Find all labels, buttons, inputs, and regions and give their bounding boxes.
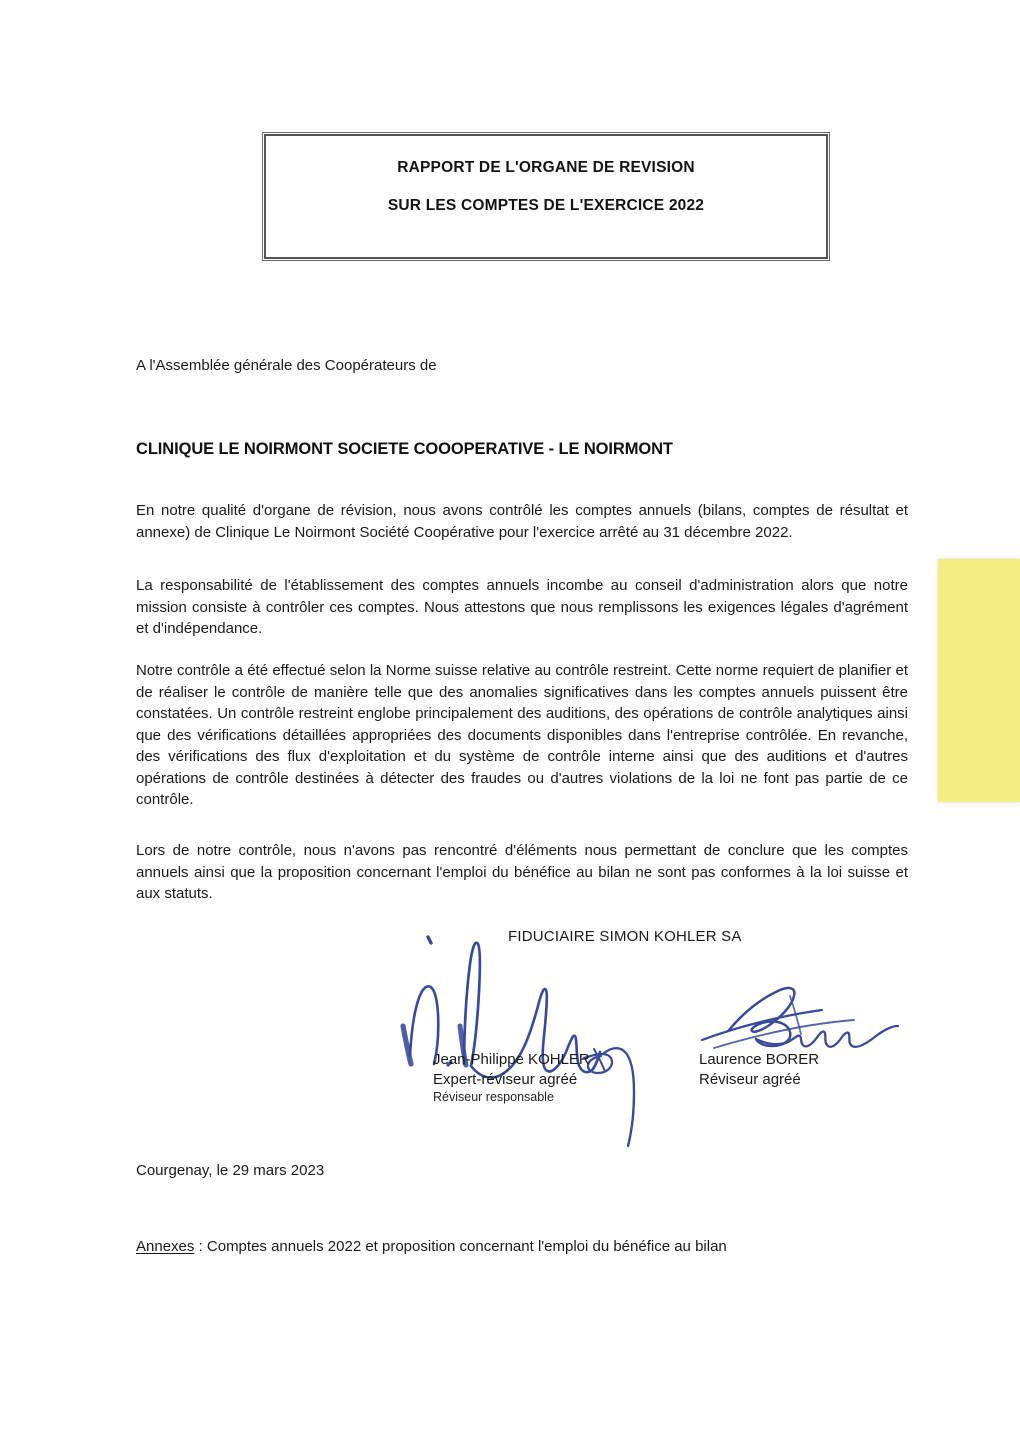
signatory-name-kohler: Jean-Philippe KOHLER: [433, 1051, 590, 1068]
signatory-role-borer: Réviseur agréé: [699, 1070, 801, 1088]
annexes-separator: :: [194, 1238, 207, 1255]
paragraph-opinion: Lors de notre contrôle, nous n'avons pas rencontré d'éléments nous permettant de conclure que les comptes annuels ainsi que la proposition concernant l'emploi du bénéfice au bilan ne sont pas conformes à la loi suisse et aux statuts.: [136, 842, 908, 902]
signatory-role-kohler: Expert-réviseur agréé: [433, 1070, 578, 1088]
paragraph-scope-of-audit: En notre qualité d'organe de révision, nous avons contrôlé les comptes annuels (bilans, comptes de résultat et annexe) de Clinique Le Noirmont Société Coopérative pour l'exercice arrêté au 31 décembre 2022.: [136, 502, 908, 541]
annexes-text: Comptes annuels 2022 et proposition concernant l'emploi du bénéfice au bilan: [206, 1238, 727, 1255]
place-and-date: Courgenay, le 29 mars 2023: [136, 1162, 325, 1179]
company-name-heading: CLINIQUE LE NOIRMONT SOCIETE COOOPERATIVE - LE NOIRMONT: [136, 440, 673, 458]
annexes-label: Annexes: [136, 1238, 195, 1255]
handwritten-signature-kohler-icon: [398, 930, 658, 1160]
signatory-block-kohler: [433, 1050, 590, 1105]
paragraph-responsibility: La responsabilité de l'établissement des comptes annuels incombe au conseil d'administration alors que notre mission consiste à contrôler ces comptes. Nous attestons que nous remplissons les exigences légales d'agrément et d'indépendance.: [136, 577, 908, 637]
handwritten-signature-borer-icon: [694, 978, 909, 1061]
signatory-name-borer: Laurence BORER: [699, 1051, 820, 1068]
signatory-block-borer: [699, 1050, 819, 1089]
paragraph-audit-standard: Notre contrôle a été effectué selon la Norme suisse relative au contrôle restreint. Cette norme requiert de planifier et de réaliser le contrôle de manière telle que des anomalies significatives dans les comptes annuels puissent être constatées. Un contrôle restreint englobe principalement des auditions, des opérations de contrôle analytiques ainsi que des vérifications détaillées appropriées des documents disponibles dans l'entreprise contrôlée. En revanche, des vérifications des flux d'exploitation et du système de contrôle interne ainsi que des auditions et d'autres opérations de contrôle destinées à détecter des fraudes ou d'autres violations de la loi ne font pas partie de ce contrôle.: [136, 662, 908, 808]
report-title-line-2: SUR LES COMPTES DE L'EXERCICE 2022: [387, 197, 705, 214]
signatory-subrole-kohler: Réviseur responsable: [433, 1090, 554, 1104]
annexes-line: [136, 1238, 727, 1255]
yellow-highlight-marker: [938, 559, 1020, 802]
report-title-box: [262, 132, 830, 261]
signing-firm-name: FIDUCIAIRE SIMON KOHLER SA: [508, 928, 742, 945]
addressee-line: A l'Assemblée générale des Coopérateurs de: [136, 357, 437, 374]
report-title-line-1: RAPPORT DE L'ORGANE DE REVISION: [397, 159, 695, 176]
